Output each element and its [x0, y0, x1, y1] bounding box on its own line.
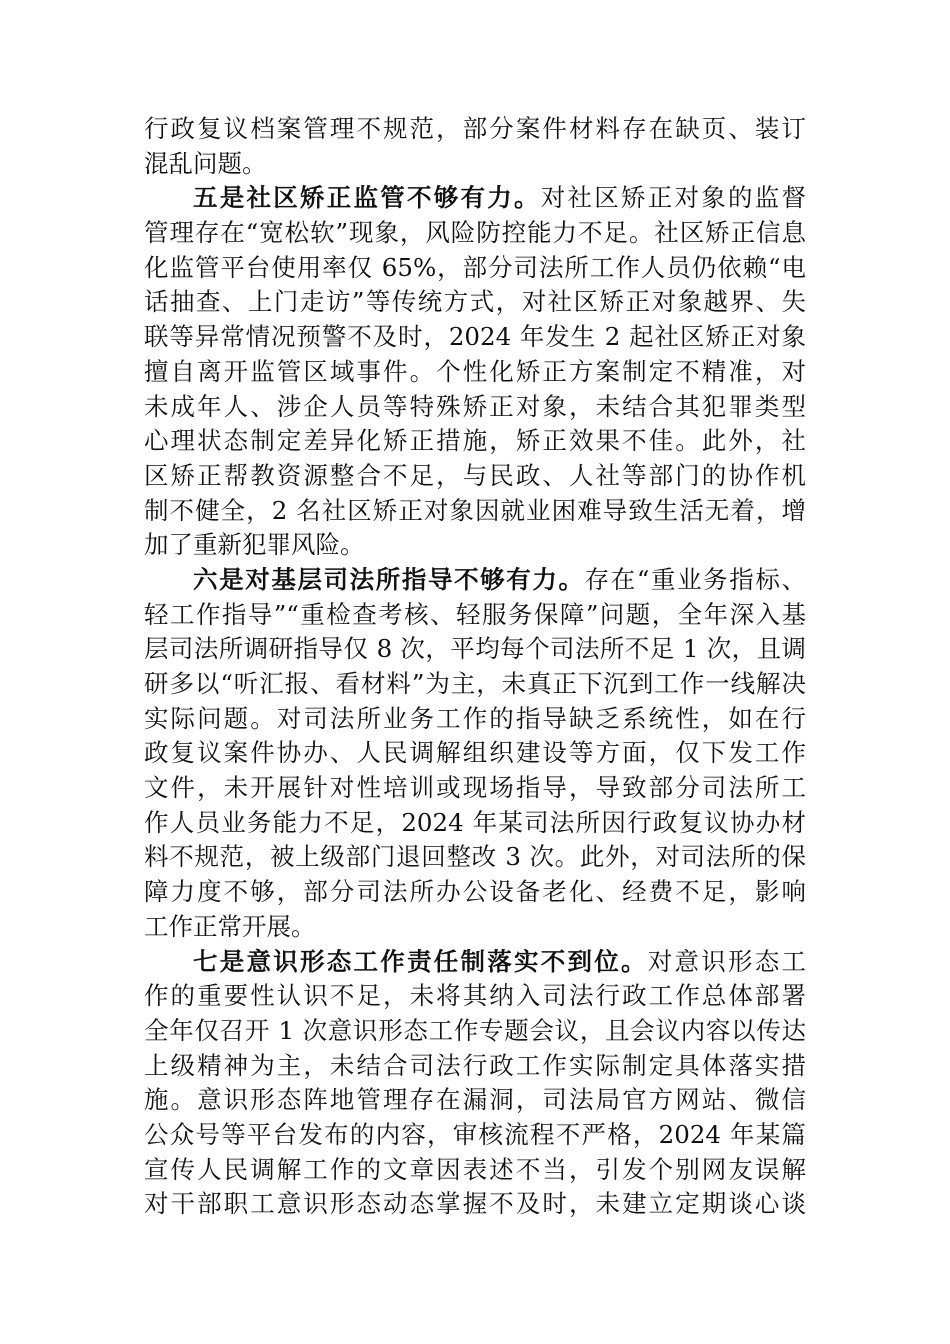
paragraph-ideology-responsibility [144, 945, 806, 1223]
text-line: 宣传人民调解工作的文章因表述不当，引发个别网友误解 [144, 1154, 806, 1184]
text-line: 政复议案件协办、人民调解组织建设等方面，仅下发工作 [144, 738, 806, 768]
paragraph-text: 对社区矫正对象的监督 [540, 183, 806, 213]
text-line: 管理存在“宽松软”现象，风险防控能力不足。社区矫正信息 [144, 218, 806, 248]
paragraph-text: 对意识形态工 [647, 946, 806, 976]
text-line: 加了重新犯罪风险。 [144, 530, 365, 560]
text-line: 研多以“听汇报、看材料”为主，未真正下沉到工作一线解决 [144, 669, 806, 698]
text-line: 混乱问题。 [144, 148, 267, 178]
text-line: 工作正常开展。 [144, 911, 316, 941]
paragraph-heading: 六是对基层司法所指导不够有力。 [193, 564, 585, 594]
text-line: 联等异常情况预警不及时，2024 年发生 2 起社区矫正对象 [144, 322, 806, 352]
paragraph-text: 存在“重业务指标、 [584, 564, 806, 594]
text-line: 话抽查、上门走访”等传统方式，对社区矫正对象越界、失 [144, 287, 806, 317]
text-line: 全年仅召开 1 次意识形态工作专题会议，且会议内容以传达 [144, 1015, 806, 1045]
text-line: 作人员业务能力不足，2024 年某司法所因行政复议协办材 [144, 807, 806, 837]
text-line: 障力度不够，部分司法所办公设备老化、经费不足，影响 [144, 877, 806, 907]
paragraph-judicial-office-guidance [144, 563, 806, 945]
paragraph-first-line [144, 563, 806, 598]
text-line: 上级精神为主，未结合司法行政工作实际制定具体落实措 [144, 1050, 806, 1080]
text-line: 施。意识形态阵地管理存在漏洞，司法局官方网站、微信 [144, 1085, 806, 1115]
text-line: 作的重要性认识不足，未将其纳入司法行政工作总体部署 [144, 981, 806, 1011]
text-line: 擅自离开监管区域事件。个性化矫正方案制定不精准，对 [144, 356, 806, 386]
paragraph-community-correction [144, 181, 806, 563]
text-line: 公众号等平台发布的内容，审核流程不严格，2024 年某篇 [144, 1119, 806, 1149]
paragraph-first-line [144, 181, 806, 216]
text-line: 未成年人、涉企人员等特殊矫正对象，未结合其犯罪类型 [144, 391, 806, 421]
paragraph-continuation [144, 112, 806, 181]
text-line: 料不规范，被上级部门退回整改 3 次。此外，对司法所的保 [144, 842, 806, 872]
text-line: 区矫正帮教资源整合不足，与民政、人社等部门的协作机 [144, 460, 806, 490]
text-line: 行政复议档案管理不规范，部分案件材料存在缺页、装订 [144, 114, 806, 143]
text-line: 制不健全，2 名社区矫正对象因就业困难导致生活无着，增 [144, 495, 806, 525]
paragraph-first-line [144, 945, 806, 980]
text-line: 化监管平台使用率仅 65%，部分司法所工作人员仍依赖“电 [144, 252, 806, 282]
text-line: 文件，未开展针对性培训或现场指导，导致部分司法所工 [144, 773, 806, 803]
document-page [144, 112, 806, 1222]
text-line: 轻工作指导”“重检查考核、轻服务保障”问题，全年深入基 [144, 599, 806, 629]
paragraph-heading: 七是意识形态工作责任制落实不到位。 [193, 946, 648, 976]
text-line: 对干部职工意识形态动态掌握不及时，未建立定期谈心谈 [144, 1189, 806, 1219]
paragraph-heading: 五是社区矫正监管不够有力。 [193, 183, 541, 213]
text-line: 实际问题。对司法所业务工作的指导缺乏系统性，如在行 [144, 703, 806, 733]
text-line: 心理状态制定差异化矫正措施，矫正效果不佳。此外，社 [144, 426, 806, 456]
text-line: 层司法所调研指导仅 8 次，平均每个司法所不足 1 次，且调 [144, 634, 806, 664]
